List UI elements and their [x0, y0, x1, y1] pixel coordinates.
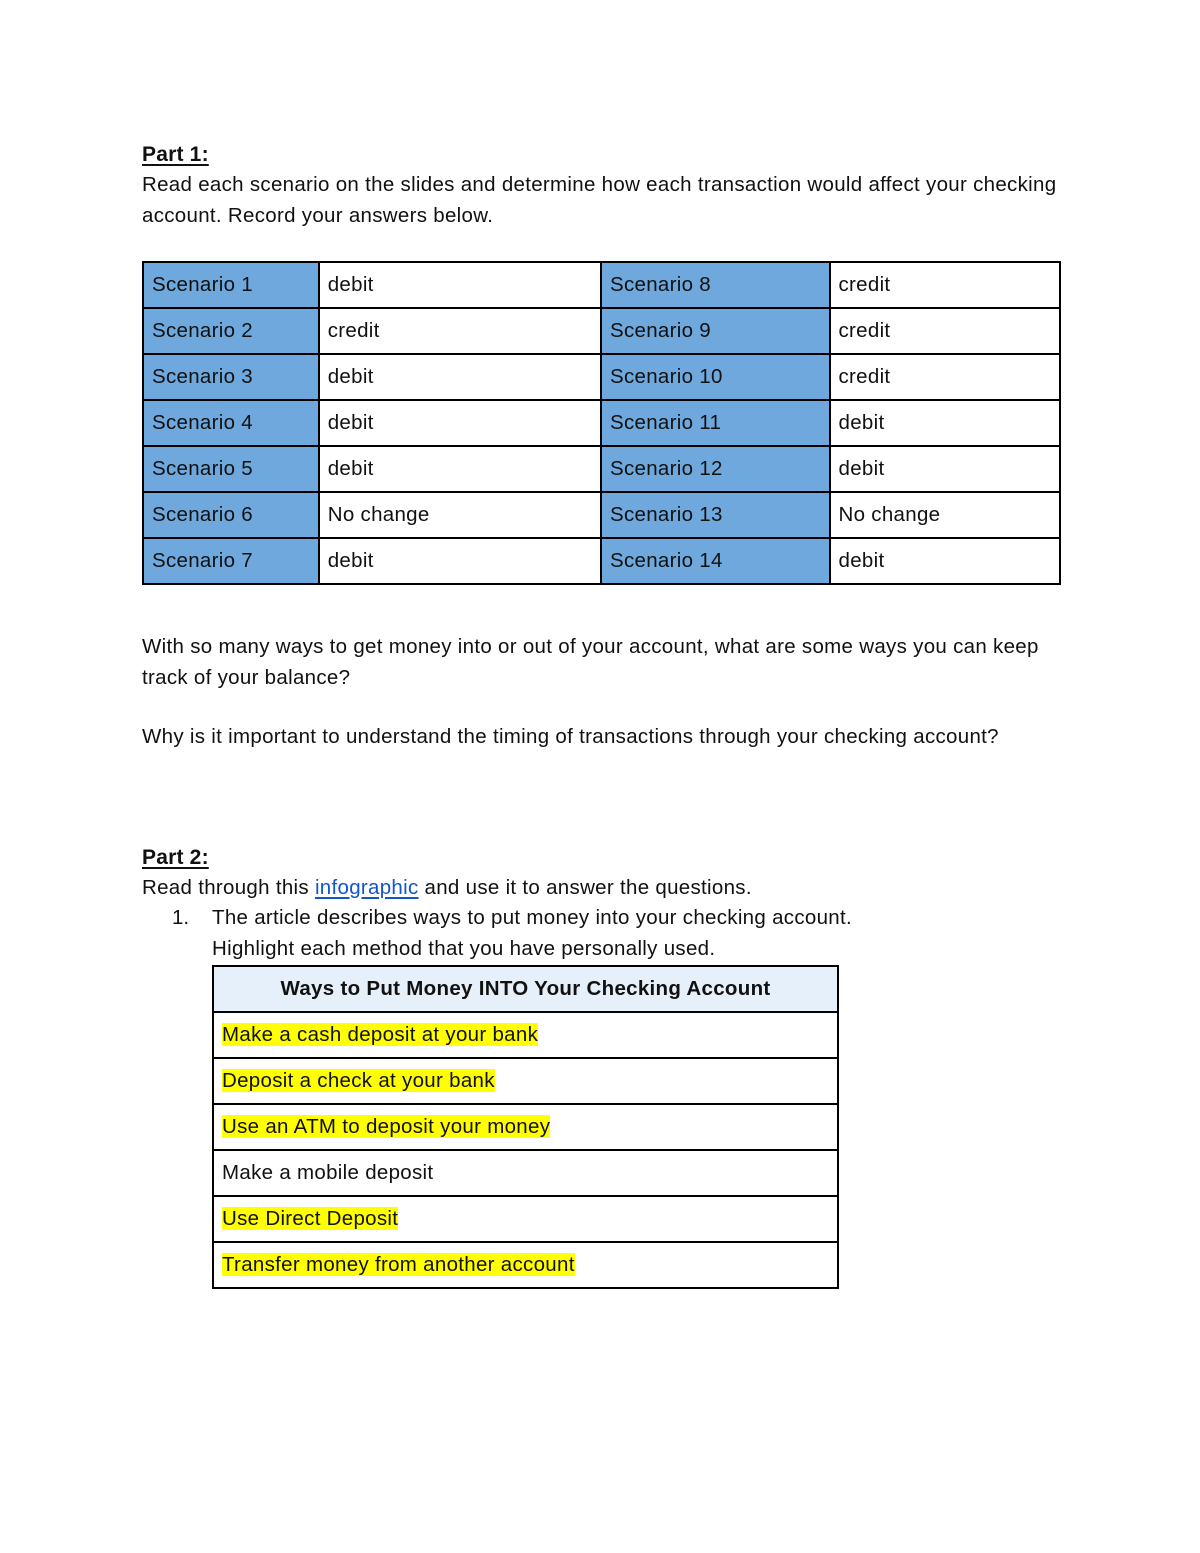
scenario-label: Scenario 6 — [143, 492, 319, 538]
scenario-label: Scenario 12 — [601, 446, 830, 492]
deposit-method-cell — [213, 1196, 838, 1242]
scenario-row — [143, 308, 1060, 354]
scenario-row — [143, 400, 1060, 446]
scenario-row — [143, 262, 1060, 308]
part1-instructions: Read each scenario on the slides and determine how each transaction would affect your checking account. Record your answers below. — [142, 173, 1057, 227]
ways-table-row — [213, 1012, 838, 1058]
scenario-answer: debit — [319, 354, 601, 400]
ways-table-row — [213, 1104, 838, 1150]
scenario-answer: debit — [319, 400, 601, 446]
list-item-1 — [212, 903, 1062, 964]
scenario-label: Scenario 4 — [143, 400, 319, 446]
infographic-link[interactable]: infographic — [314, 876, 419, 899]
deposit-method-cell — [213, 1012, 838, 1058]
deposit-method-text: Transfer money from another account — [222, 1253, 575, 1276]
scenario-answer: credit — [830, 354, 1061, 400]
scenario-answer: debit — [830, 400, 1061, 446]
deposit-method-text: Make a cash deposit at your bank — [222, 1023, 539, 1046]
scenario-label: Scenario 13 — [601, 492, 830, 538]
deposit-method-cell — [213, 1058, 838, 1104]
scenario-answer: debit — [319, 262, 601, 308]
scenario-row — [143, 446, 1060, 492]
deposit-method-cell — [213, 1104, 838, 1150]
scenario-answer: No change — [319, 492, 601, 538]
scenario-answer: credit — [830, 262, 1061, 308]
part1-heading: Part 1: — [142, 143, 209, 166]
part1-question-balance: With so many ways to get money into or out of your account, what are some ways you can keep track of your balance? — [142, 635, 1039, 689]
ways-table-header: Ways to Put Money INTO Your Checking Account — [213, 966, 838, 1012]
scenario-label: Scenario 2 — [143, 308, 319, 354]
scenario-label: Scenario 9 — [601, 308, 830, 354]
deposit-method-text: Make a mobile deposit — [222, 1161, 434, 1184]
scenario-answer: debit — [319, 446, 601, 492]
scenario-label: Scenario 1 — [143, 262, 319, 308]
scenario-label: Scenario 3 — [143, 354, 319, 400]
deposit-method-text: Use an ATM to deposit your money — [222, 1115, 551, 1138]
scenario-row — [143, 492, 1060, 538]
ways-table-row — [213, 1242, 838, 1288]
ways-table — [212, 965, 839, 1289]
list-item-1-line2: Highlight each method that you have personally used. — [212, 936, 716, 960]
part2-heading: Part 2: — [142, 846, 209, 869]
scenario-label: Scenario 11 — [601, 400, 830, 446]
scenario-answer: debit — [830, 538, 1061, 584]
scenario-answer: credit — [830, 308, 1061, 354]
ways-table-row — [213, 1196, 838, 1242]
scenario-label: Scenario 5 — [143, 446, 319, 492]
scenario-answer: No change — [830, 492, 1061, 538]
ways-table-row — [213, 1150, 838, 1196]
ways-table-row — [213, 1058, 838, 1104]
part2-intro-after: and use it to answer the questions. — [418, 876, 752, 899]
list-item-1-line1: The article describes ways to put money into your checking account. — [212, 906, 852, 929]
deposit-method-cell — [213, 1242, 838, 1288]
list-number-1: 1. — [172, 906, 190, 929]
scenario-label: Scenario 8 — [601, 262, 830, 308]
scenario-answer: debit — [830, 446, 1061, 492]
deposit-method-text: Use Direct Deposit — [222, 1207, 399, 1230]
scenario-label: Scenario 14 — [601, 538, 830, 584]
scenario-row — [143, 354, 1060, 400]
ways-table-header-row — [213, 966, 838, 1012]
scenario-answer: debit — [319, 538, 601, 584]
part1-question-timing: Why is it important to understand the timing of transactions through your checking account? — [142, 725, 999, 748]
deposit-method-text: Deposit a check at your bank — [222, 1069, 495, 1092]
scenario-row — [143, 538, 1060, 584]
scenario-label: Scenario 7 — [143, 538, 319, 584]
part2-intro — [142, 873, 1062, 904]
scenario-answer: credit — [319, 308, 601, 354]
part2-intro-before: Read through this — [142, 876, 315, 899]
scenario-table — [142, 261, 1061, 585]
deposit-method-cell — [213, 1150, 838, 1196]
scenario-label: Scenario 10 — [601, 354, 830, 400]
